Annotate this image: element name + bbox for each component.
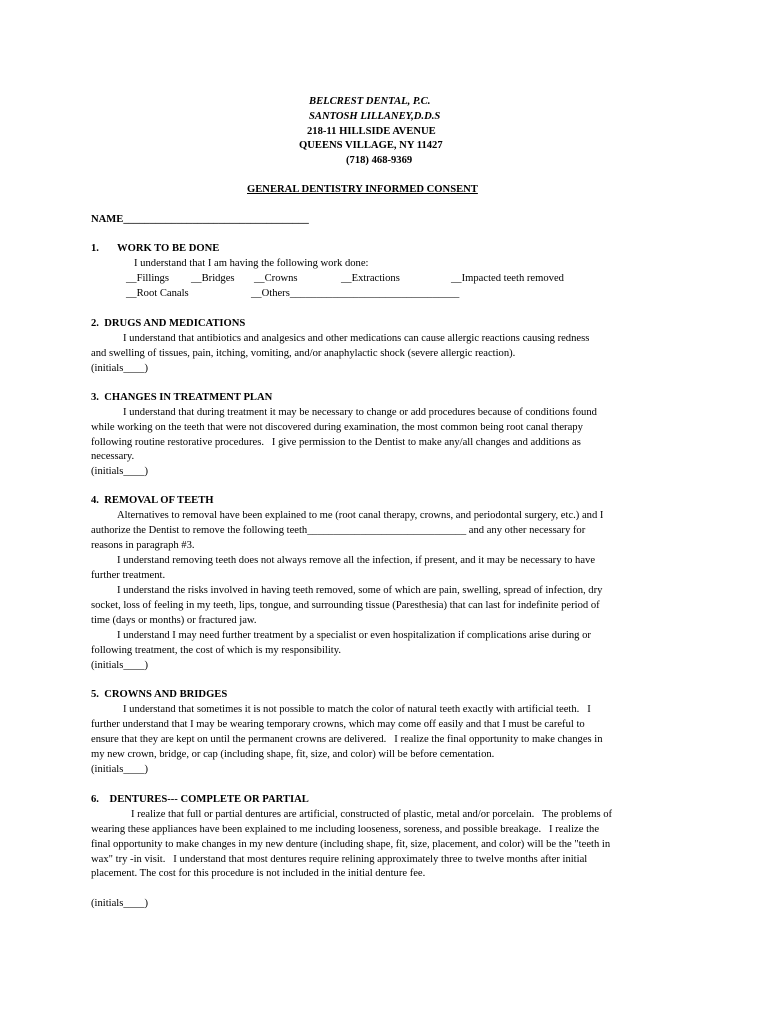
section-6-line: I realize that full or partial dentures are artificial, constructed of plastic, metal and/or porcelain. The problems of xyxy=(131,809,613,820)
option-impacted-teeth[interactable]: __Impacted teeth removed xyxy=(451,273,564,284)
option-fillings[interactable]: __Fillings xyxy=(126,273,169,284)
section-5-line: my new crown, bridge, or cap (including shape, fit, size, and color) will be before cementation. xyxy=(91,749,495,760)
section-1-number: 1. xyxy=(91,243,99,254)
phone-number: (718) 468-9369 xyxy=(346,155,413,166)
section-4-line: I understand removing teeth does not always remove all the infection, if present, and it may be necessary to have xyxy=(117,555,596,566)
section-1-heading: WORK TO BE DONE xyxy=(117,243,220,254)
dentist-name: SANTOSH LILLANEY,D.D.S xyxy=(309,111,441,122)
section-2-line: I understand that antibiotics and analgesics and other medications can cause allergic reactions causing redness xyxy=(123,333,590,344)
section-3-line: while working on the teeth that were not discovered during examination, the most common being root canal therapy xyxy=(91,422,583,433)
option-bridges[interactable]: __Bridges xyxy=(191,273,235,284)
section-6-line: final opportunity to make changes in my new denture (including shape, fit, size, placement, and color) will be the "teeth in xyxy=(91,839,611,850)
section-4-line: Alternatives to removal have been explained to me (root canal therapy, crowns, and periodontal surgery, etc.) and I xyxy=(117,510,604,521)
section-4-line: time (days or months) or fractured jaw. xyxy=(91,615,257,626)
city-address: QUEENS VILLAGE, NY 11427 xyxy=(299,140,443,151)
section-3-line: necessary. xyxy=(91,451,135,462)
option-others[interactable]: __Others________________________________ xyxy=(251,288,460,299)
section-3-initials[interactable]: (initials____) xyxy=(91,466,149,477)
section-3-line: following routine restorative procedures. I give permission to the Dentist to make any/all changes and additions as xyxy=(91,437,581,448)
section-4-line: further treatment. xyxy=(91,570,166,581)
section-4-line: authorize the Dentist to remove the following teeth______________________________ and any other necessary for xyxy=(91,525,586,536)
section-5-line: I understand that sometimes it is not possible to match the color of natural teeth exactly with artificial teeth. I xyxy=(123,704,591,715)
section-3-line: I understand that during treatment it may be necessary to change or add procedures because of conditions found xyxy=(123,407,597,418)
form-title: GENERAL DENTISTRY INFORMED CONSENT xyxy=(247,184,478,195)
section-4-line: reasons in paragraph #3. xyxy=(91,540,195,551)
option-crowns[interactable]: __Crowns xyxy=(254,273,298,284)
section-6-initials[interactable]: (initials____) xyxy=(91,898,149,909)
option-root-canals[interactable]: __Root Canals xyxy=(126,288,189,299)
section-6-line: wearing these appliances have been explained to me including looseness, soreness, and possible breakage. I realize the xyxy=(91,824,600,835)
section-5-line: further understand that I may be wearing temporary crowns, which may come off easily and that I must be careful to xyxy=(91,719,585,730)
section-4-line: socket, loss of feeling in my teeth, lips, tongue, and surrounding tissue (Paresthesia) that can last for indefinite period of xyxy=(91,600,600,611)
option-extractions[interactable]: __Extractions xyxy=(341,273,400,284)
practice-name: BELCREST DENTAL, P.C. xyxy=(309,96,431,107)
section-4-heading: 4. REMOVAL OF TEETH xyxy=(91,495,214,506)
section-6-line: placement. The cost for this procedure is not included in the initial denture fee. xyxy=(91,868,426,879)
section-4-initials[interactable]: (initials____) xyxy=(91,660,149,671)
section-5-line: ensure that they are kept on until the permanent crowns are delivered. I realize the final opportunity to make changes in xyxy=(91,734,603,745)
section-2-initials[interactable]: (initials____) xyxy=(91,363,149,374)
section-3-heading: 3. CHANGES IN TREATMENT PLAN xyxy=(91,392,273,403)
section-4-line: following treatment, the cost of which is my responsibility. xyxy=(91,645,341,656)
section-1-intro: I understand that I am having the following work done: xyxy=(134,258,369,269)
section-4-line: I understand I may need further treatment by a specialist or even hospitalization if complications arise during or xyxy=(117,630,591,641)
section-6-line: wax" try -in visit. I understand that most dentures require relining approximately three to twelve months after initial xyxy=(91,854,588,865)
section-2-line: and swelling of tissues, pain, itching, vomiting, and/or anaphylactic shock (severe allergic reaction). xyxy=(91,348,516,359)
section-2-heading: 2. DRUGS AND MEDICATIONS xyxy=(91,318,246,329)
section-5-heading: 5. CROWNS AND BRIDGES xyxy=(91,689,228,700)
section-5-initials[interactable]: (initials____) xyxy=(91,764,149,775)
section-6-heading: 6. DENTURES--- COMPLETE OR PARTIAL xyxy=(91,794,309,805)
name-field[interactable]: NAME___________________________________ xyxy=(91,214,309,225)
street-address: 218-11 HILLSIDE AVENUE xyxy=(307,126,436,137)
section-4-line: I understand the risks involved in having teeth removed, some of which are pain, swelling, spread of infection, dry xyxy=(117,585,603,596)
